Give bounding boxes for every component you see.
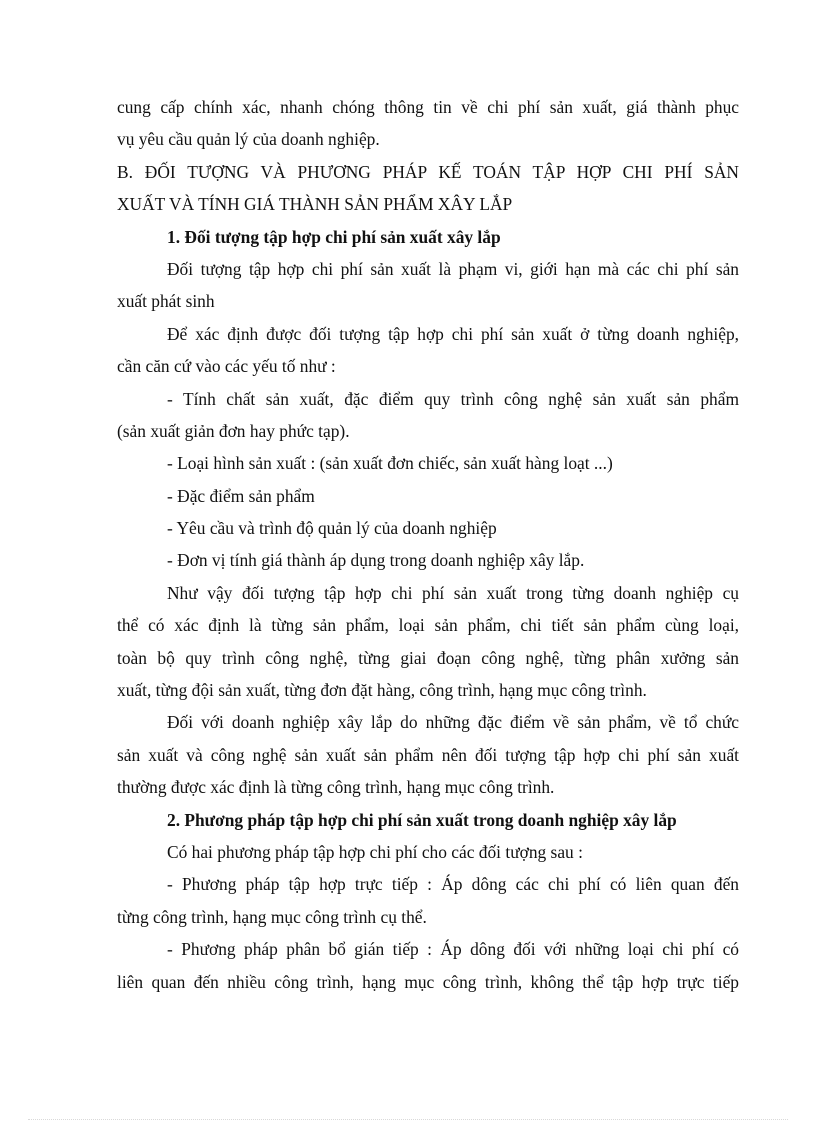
text-line: cần căn cứ vào các yếu tố như :: [117, 356, 336, 377]
list-item-continued: (sản xuất giản đơn hay phức tạp).: [117, 420, 350, 441]
list-item-continued: từng công trình, hạng mục công trình cụ thể.: [117, 906, 427, 927]
subsection-heading-2: 2. Phương pháp tập hợp chi phí sản xuất trong doanh nghiệp xây lắp: [167, 809, 677, 830]
text-line: Có hai phương pháp tập hợp chi phí cho các đối tượng sau :: [167, 841, 583, 862]
section-heading-b-continued: XUẤT VÀ TÍNH GIÁ THÀNH SẢN PHẨM XÂY LẮP: [117, 194, 513, 215]
text-line: cung cấp chính xác, nhanh chóng thông tin về chi phí sản xuất, giá thành phục: [117, 97, 739, 117]
list-item: - Đơn vị tính giá thành áp dụng trong doanh nghiệp xây lắp.: [167, 550, 585, 571]
list-item: - Phương pháp tập hợp trực tiếp : Áp dông các chi phí có liên quan đến: [167, 874, 739, 895]
list-item: - Loại hình sản xuất : (sản xuất đơn chiếc, sản xuất hàng loạt ...): [167, 453, 613, 474]
subsection-heading-1: 1. Đối tượng tập hợp chi phí sản xuất xây lắp: [167, 226, 501, 247]
section-heading-b: B. ĐỐI TƯỢNG VÀ PHƯƠNG PHÁP KẾ TOÁN TẬP HỢP CHI PHÍ SẢN: [117, 161, 739, 182]
list-item-continued: liên quan đến nhiều công trình, hạng mục công trình, không thể tập hợp trực tiếp: [117, 971, 739, 992]
text-line: sản xuất và công nghệ sản xuất sản phẩm nên đối tượng tập hợp chi phí sản xuất: [117, 744, 739, 765]
list-item: - Yêu cầu và trình độ quản lý của doanh nghiệp: [167, 518, 497, 539]
text-line: thường được xác định là từng công trình, hạng mục công trình.: [117, 777, 555, 798]
list-item: - Tính chất sản xuất, đặc điểm quy trình công nghệ sản xuất sản phẩm: [167, 388, 739, 409]
document-body: [117, 91, 739, 998]
list-item: - Phương pháp phân bổ gián tiếp : Áp dông đối với những loại chi phí có: [167, 939, 739, 960]
list-item: - Đặc điểm sản phẩm: [167, 485, 315, 506]
text-line: vụ yêu cầu quản lý của doanh nghiệp.: [117, 129, 380, 150]
text-line: toàn bộ quy trình công nghệ, từng giai đoạn công nghệ, từng phân xưởng sản: [117, 647, 739, 668]
text-line: xuất, từng đội sản xuất, từng đơn đặt hàng, công trình, hạng mục công trình.: [117, 680, 647, 701]
text-line: Để xác định được đối tượng tập hợp chi phí sản xuất ở từng doanh nghiệp,: [167, 323, 739, 344]
page-footer-divider: [28, 1119, 788, 1120]
text-line: Đối tượng tập hợp chi phí sản xuất là phạm vi, giới hạn mà các chi phí sản: [167, 258, 739, 279]
text-line: Như vậy đối tượng tập hợp chi phí sản xuất trong từng doanh nghiệp cụ: [167, 582, 739, 603]
text-line: thể có xác định là từng sản phẩm, loại sản phẩm, chi tiết sản phẩm cùng loại,: [117, 615, 739, 636]
text-line: xuất phát sinh: [117, 291, 215, 312]
text-line: Đối với doanh nghiệp xây lắp do những đặc điểm về sản phẩm, về tổ chức: [167, 712, 739, 733]
